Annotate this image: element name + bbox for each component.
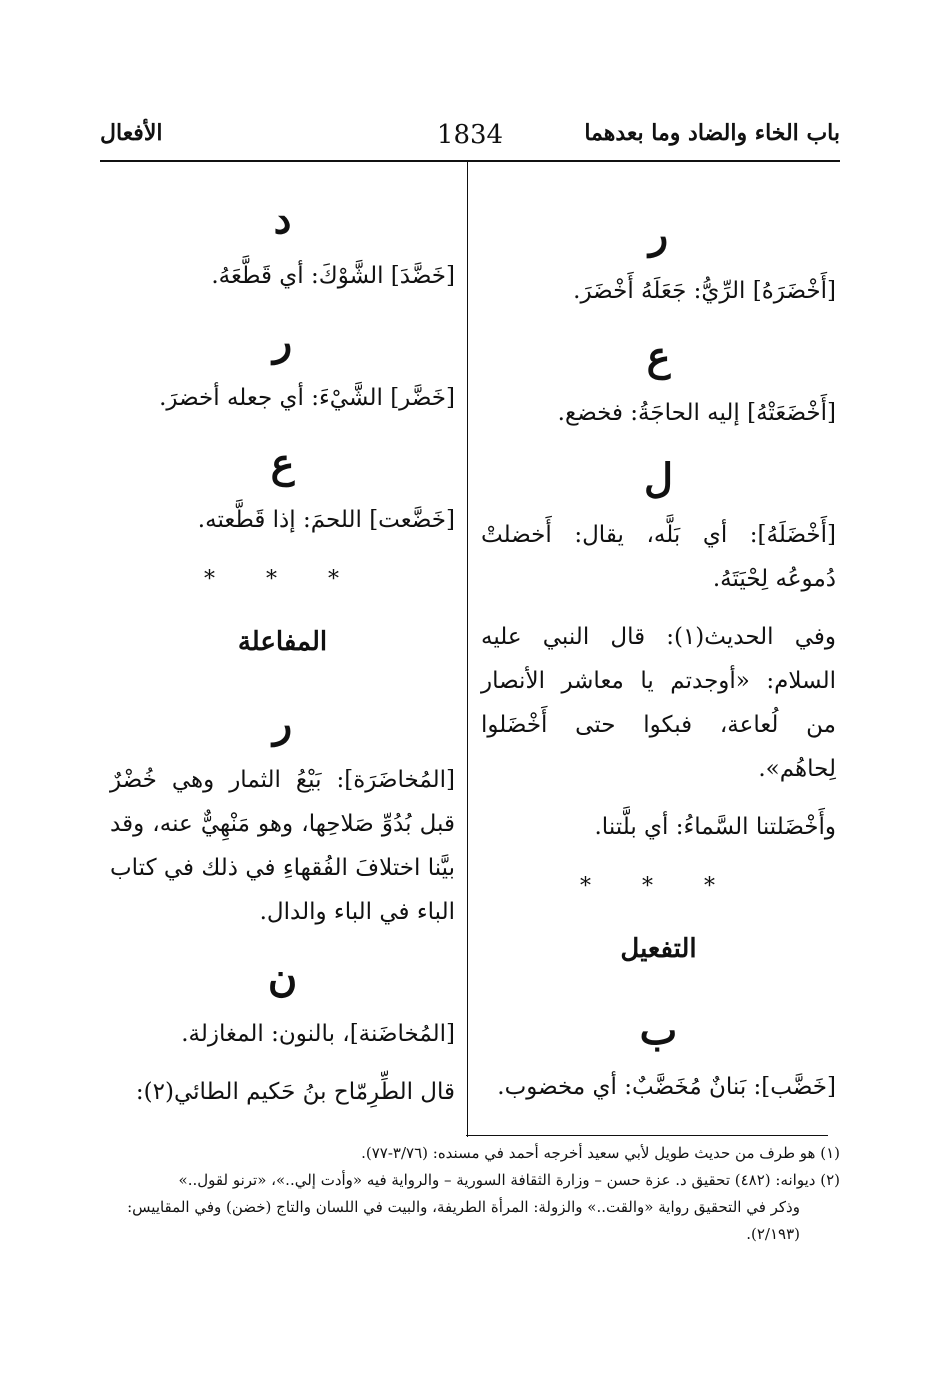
letter-heading-nun: ن [267, 954, 298, 1001]
entry-akhdaathu: [أَخْضَعَتْهُ] إليه الحاجَةُ: فخضع. [557, 400, 836, 426]
entry-khaddara: [خَضَّر] الشَّيْءَ: أي جعله أخضرَ. [159, 385, 455, 411]
left-column [110, 180, 455, 1128]
section-title-mufaala: المفاعلة [237, 627, 328, 657]
letter-heading-dal: د [273, 196, 292, 243]
footnotes [100, 1140, 840, 1248]
entry-mukhadara: [المُخاضَرَة]: بَيْعُ الثمار وهي خُضْرٌ قبل بُدُوِّ صَلاحِها، وهو مَنْهِيٌّ عنه، وقد بيَّنا اختلافَ الفُقهاءِ في ذلك في كتاب الباء في الباء والدال. [110, 767, 455, 925]
chapter-title: باب الخاء والضاد وما بعدهما [584, 120, 840, 146]
entry-akhdalatna: وأَخْضَلتنا السَّماءُ: أي بلَّتنا. [594, 814, 836, 840]
entry-khaddab: [خَضَّب]: بَنانٌ مُخَضَّبٌ: أي مخضوب. [497, 1074, 836, 1100]
right-column [481, 195, 836, 1123]
entry-mukhadana: [المُخاضَنة]، بالنون: المغازلة. [181, 1021, 455, 1047]
entry-akhdarahu: [أَخْضَرَهُ] الرِّيُّ: جَعَلَهُ أَخْضَرَ. [573, 278, 836, 304]
letter-heading-ra-2: ر [272, 700, 293, 747]
footnote-rule [466, 1135, 828, 1136]
section-title-tafil: التفعيل [620, 934, 697, 964]
separator-stars: * * * [580, 874, 737, 899]
entry-khaddaat: [خَضَّعت] اللحمَ: إذا قَطَّعته. [197, 507, 455, 533]
letter-heading-lam: ل [643, 455, 674, 502]
letter-heading-ba: ب [639, 1007, 678, 1054]
entry-khaddada: [خَضَّدَ] الشَّوْكَ: أي قَطَّعَهُ. [211, 263, 455, 289]
footnote-1: (١) هو طرف من حديث طويل لأبي سعيد أخرجه أحمد في مسنده: (٣/٧٦-٧٧). [361, 1144, 840, 1162]
page-header [100, 120, 840, 160]
letter-heading-ra: ر [648, 211, 669, 258]
footnote-2-line-2: وذكر في التحقيق رواية «والقت..» والزولة: المرأة الطريفة، والبيت في اللسان والتاج (خضن) وفي المقاييس: [127, 1198, 800, 1216]
footnote-2-line-1: (٢) ديوانه: (٤٨٢) تحقيق د. عزة حسن – وزارة الثقافة السورية – والرواية فيه «وأدت إلي..»، «ترنو لقول..» [178, 1171, 840, 1189]
separator-stars: * * * [204, 567, 361, 592]
page-number: 1834 [436, 120, 504, 150]
letter-heading-ain: ع [646, 333, 671, 380]
letter-heading-ain: ع [270, 440, 295, 487]
poet-citation: قال الطِّرِمّاح بنُ حَكيم الطائي(٢): [135, 1079, 455, 1105]
header-rule [100, 160, 840, 162]
column-divider [467, 162, 468, 1137]
letter-heading-ra: ر [272, 318, 293, 365]
hadith-text: وفي الحديث(١): قال النبي عليه السلام: «أوجدتم يا معاشر الأنصار من لُعاعة، فبكوا حتى أَخْضَلوا لِحاهُم». [481, 624, 836, 782]
footnote-2-line-3: (٢/١٩٣). [746, 1225, 800, 1243]
section-label: الأفعال [100, 120, 163, 146]
entry-akhdalahu: [أَخْضَلَهُ]: أي بَلَّه، يقال: أَخضلتْ دُموعُه لِحْيَتَهُ. [481, 522, 836, 592]
